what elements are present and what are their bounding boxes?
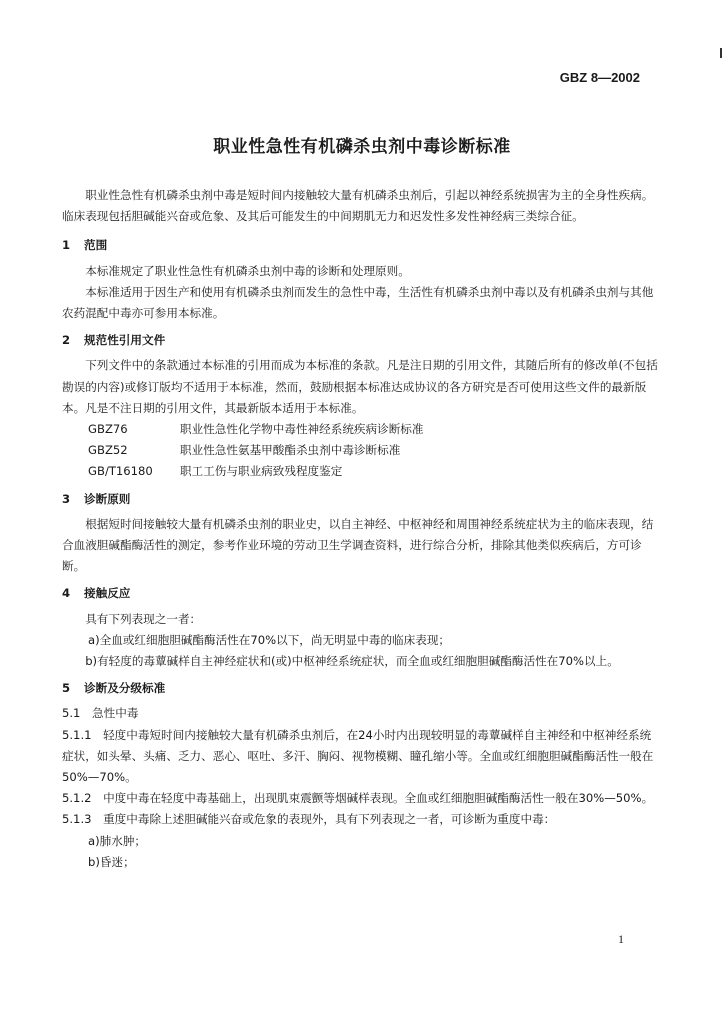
section-title: 规范性引用文件 — [84, 333, 166, 348]
document-title: 职业性急性有机磷杀虫剂中毒诊断标准 — [213, 137, 511, 157]
subsection-5-1-2: 5.1.2 中度中毒在轻度中毒基础上，出现肌束震颤等烟碱样表现。全血或红细胞胆碱酯酶活性一般在30%—50%。 — [62, 791, 654, 806]
document-body — [62, 185, 662, 873]
subsection-5-1-1: 5.1.1 轻度中毒短时间内接触较大量有机磷杀虫剂后，在24小时内出现较明显的毒蕈碱样自主神经和中枢神经系统症状，如头晕、头痛、乏力、恶心、呕吐、多汗、胸闷、视物模糊、瞳孔缩小等。全血或红细胞胆碱酯酶活性一般在50%—70%。 — [62, 727, 654, 785]
reference-code: GBZ52 — [88, 443, 128, 458]
subsection-5-1-3-item-a: a)肺水肿； — [88, 833, 147, 848]
intro-paragraph: 职业性急性有机磷杀虫剂中毒是短时间内接触较大量有机磷杀虫剂后，引起以神经系统损害为主的全身性疾病。临床表现包括胆碱能兴奋或危象、及其后可能发生的中间期肌无力和迟发性多发性神经病三类综合征。 — [62, 188, 654, 224]
reference-row — [62, 419, 662, 440]
reference-name: 职业性急性氨基甲酸酯杀虫剂中毒诊断标准 — [180, 443, 401, 458]
reference-row — [62, 461, 662, 482]
section-1-paragraph-2: 本标准适用于因生产和使用有机磷杀虫剂而发生的急性中毒，生活性有机磷杀虫剂中毒以及有机磷杀虫剂与其他农药混配中毒亦可参用本标准。 — [62, 284, 654, 321]
reference-code: GB/T16180 — [88, 464, 153, 479]
reference-name: 职工工伤与职业病致残程度鉴定 — [180, 464, 343, 479]
reference-name: 职业性急性化学物中毒性神经系统疾病诊断标准 — [180, 422, 424, 437]
section-title: 诊断原则 — [84, 491, 131, 506]
section-number: 1 — [62, 238, 71, 253]
section-title: 范围 — [84, 238, 108, 253]
section-1-paragraph-1: 本标准规定了职业性急性有机磷杀虫剂中毒的诊断和处理原则。 — [85, 263, 410, 278]
section-2-paragraph-1: 下列文件中的条款通过本标准的引用而成为本标准的条款。凡是注日期的引用文件，其随后所有的修改单(不包括勘误的内容)或修订版均不适用于本标准，然而，鼓励根据本标准达成协议的各方研究是否可使用这些文件的最新版本。凡是不注日期的引用文件，其最新版本适用于本标准。 — [62, 358, 658, 415]
reference-code: GBZ76 — [88, 422, 128, 437]
section-3-heading — [62, 489, 662, 510]
section-4-heading — [62, 583, 662, 604]
section-number: 4 — [62, 586, 71, 601]
section-5-heading — [62, 678, 662, 699]
section-2-heading — [62, 330, 662, 351]
reference-row — [62, 440, 662, 461]
subsection-5-1: 5.1 急性中毒 — [62, 706, 139, 721]
section-number: 5 — [62, 681, 71, 696]
section-4-lead: 具有下列表现之一者： — [85, 611, 202, 626]
section-title: 接触反应 — [84, 586, 131, 601]
standard-code: GBZ 8—2002 — [559, 70, 640, 85]
page-number: 1 — [618, 932, 624, 946]
subsection-5-1-3-item-b: b)昏迷； — [88, 854, 135, 869]
scan-edge-mark — [720, 48, 722, 58]
subsection-5-1-3: 5.1.3 重度中毒除上述胆碱能兴奋或危象的表现外，具有下列表现之一者，可诊断为重度中毒： — [62, 812, 556, 827]
section-number: 2 — [62, 333, 71, 348]
section-4-item-b: b)有轻度的毒蕈碱样自主神经症状和(或)中枢神经系统症状，而全血或红细胞胆碱酯酶活性在70%以上。 — [85, 654, 619, 669]
section-3-paragraph-1: 根据短时间接触较大量有机磷杀虫剂的职业史，以自主神经、中枢神经和周围神经系统症状为主的临床表现，结合血液胆碱酯酶活性的测定，参考作业环境的劳动卫生学调查资料，进行综合分析，排除其他类似疾病后，方可诊断。 — [62, 516, 654, 574]
section-number: 3 — [62, 491, 71, 506]
section-4-item-a: a)全血或红细胞胆碱酯酶活性在70%以下，尚无明显中毒的临床表现； — [88, 632, 451, 647]
section-title: 诊断及分级标准 — [84, 681, 166, 696]
section-1-heading — [62, 235, 662, 256]
